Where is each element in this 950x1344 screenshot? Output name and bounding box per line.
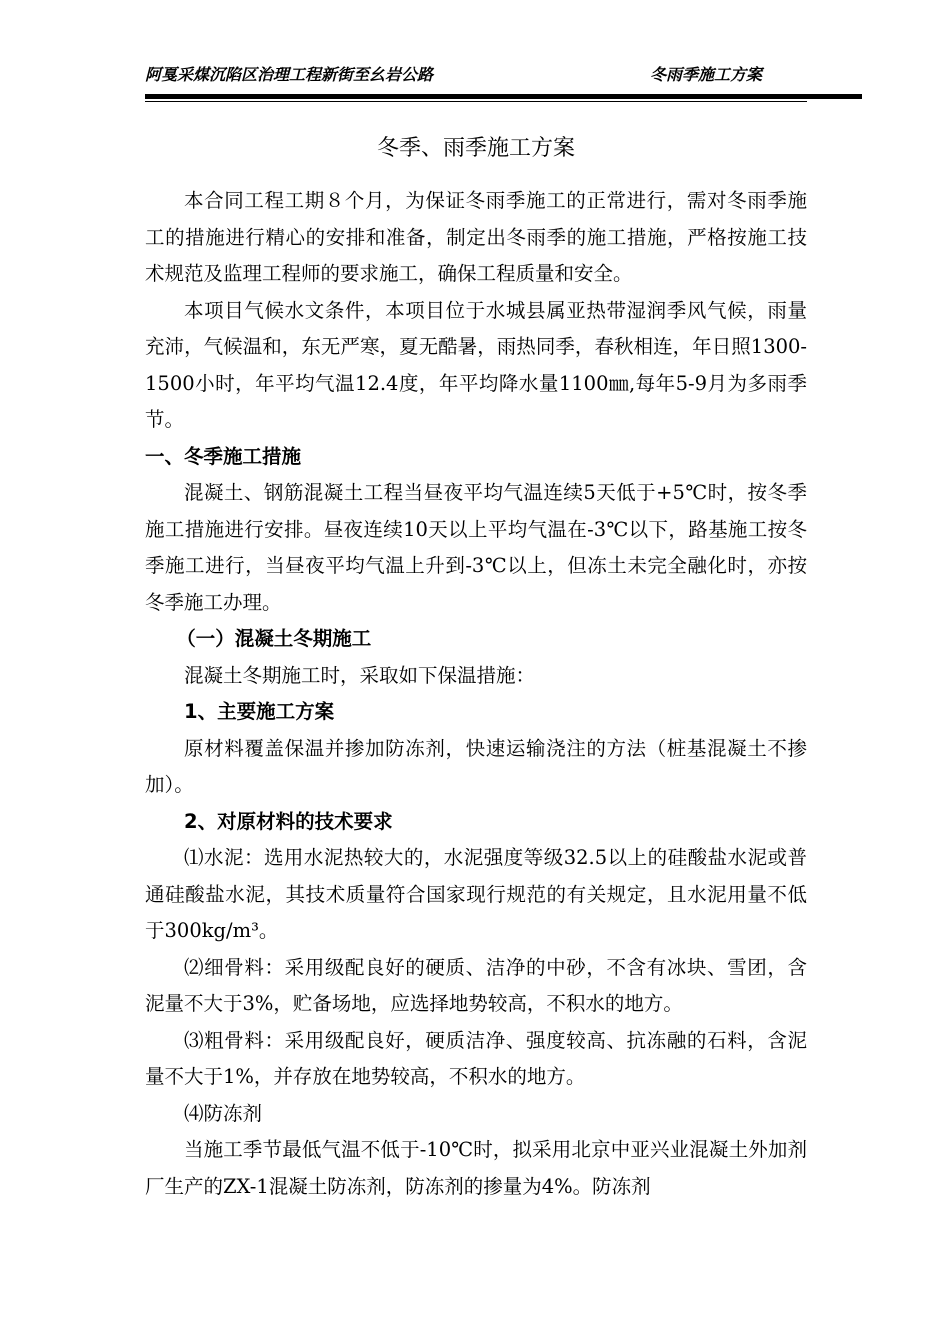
- paragraph-climate: 本项目气候水文条件，本项目位于水城县属亚热带湿润季风气候，雨量充沛，气候温和，东无严寒，夏无酷暑，雨热同季，春秋相连，年日照1300-1500小时，年平均气温12.4度，年平均降水量1100㎜,每年5-9月为多雨季节。: [145, 298, 807, 431]
- paragraph-antifreeze-heading: ⑷防冻剂: [184, 1101, 263, 1125]
- paragraph-cement: ⑴水泥：选用水泥热较大的，水泥强度等级32.5以上的硅酸盐水泥或普通硅酸盐水泥，其技术质量符合国家现行规范的有关规定，且水泥用量不低于300kg/m³。: [145, 846, 807, 942]
- heading-winter-measures: 一、冬季施工措施: [145, 444, 302, 468]
- paragraph-coarse-aggregate: ⑶粗骨料：采用级配良好，硬质洁净、强度较高、抗冻融的石料，含泥量不大于1%，并存放在地势较高，不积水的地方。: [145, 1028, 807, 1088]
- header-rule-thick: [145, 94, 862, 99]
- paragraph-fine-aggregate: ⑵细骨料：采用级配良好的硬质、洁净的中砂，不含有冰块、雪团，含泥量不大于3%，贮备场地，应选择地势较高，不积水的地方。: [145, 955, 807, 1015]
- paragraph-insulation-intro: 混凝土冬期施工时，采取如下保温措施：: [184, 663, 536, 687]
- paragraph-antifreeze: 当施工季节最低气温不低于-10℃时，拟采用北京中亚兴业混凝土外加剂厂生产的ZX-1混凝土防冻剂，防冻剂的掺量为4%。防冻剂: [145, 1138, 807, 1198]
- document-title: 冬季、雨季施工方案: [376, 136, 575, 161]
- header-section-name: 冬雨季施工方案: [650, 65, 763, 84]
- document-body: [145, 183, 807, 1205]
- page-header: [145, 62, 807, 90]
- paragraph-winter-criteria: 混凝土、钢筋混凝土工程当昼夜平均气温连续5天低于+5℃时，按冬季施工措施进行安排。昼夜连续10天以上平均气温在-3℃以下，路基施工按冬季施工进行，当昼夜平均气温上升到-3℃以上，但冻土未完全融化时，亦按冬季施工办理。: [145, 481, 807, 614]
- paragraph-main-plan: 原材料覆盖保温并掺加防冻剂，快速运输浇注的方法（桩基混凝土不掺加）。: [145, 736, 807, 796]
- heading-material-requirements: 2、对原材料的技术要求: [184, 809, 393, 833]
- paragraph-schedule: 本合同工程工期８个月，为保证冬雨季施工的正常进行，需对冬雨季施工的措施进行精心的安排和准备，制定出冬雨季的施工措施，严格按施工技术规范及监理工程师的要求施工，确保工程质量和安全。: [145, 189, 807, 285]
- heading-main-plan: 1、主要施工方案: [184, 700, 335, 723]
- heading-concrete-winter: （一）混凝土冬期施工: [176, 627, 372, 650]
- header-project-name: 阿戛采煤沉陷区治理工程新街至幺岩公路: [145, 65, 434, 84]
- header-rule-thin: [145, 101, 807, 102]
